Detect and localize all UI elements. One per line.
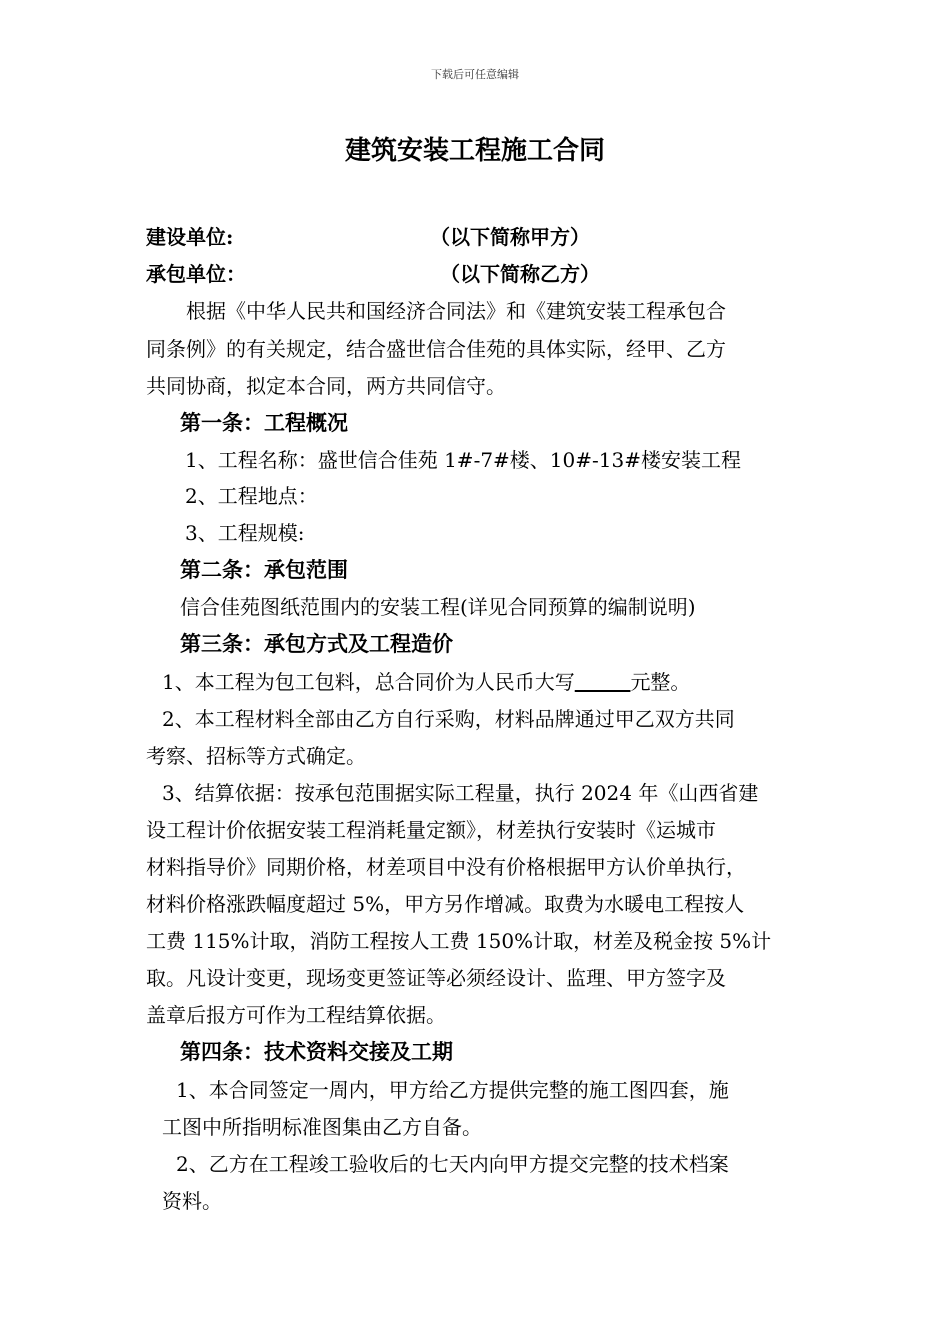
article-3-item-1 (162, 670, 690, 694)
preamble-line: 同条例》的有关规定，结合盛世信合佳苑的具体实际，经甲、乙方 (146, 337, 726, 361)
article-2-heading: 第二条：承包范围 (180, 557, 348, 582)
article-4-item-2: 2、乙方在工程竣工验收后的七天内向甲方提交完整的技术档案 (176, 1152, 729, 1176)
contractor-label: 承包单位： (146, 262, 246, 286)
article-1-item: 3、工程规模: (185, 521, 305, 545)
owner-label: 建设单位: (146, 225, 234, 249)
item-1-suffix: 元整。 (630, 670, 691, 694)
article-1-heading: 第一条：工程概况 (180, 410, 348, 435)
article-1-item: 1、工程名称：盛世信合佳苑 1#-7#楼、10#-13#楼安装工程 (185, 448, 741, 472)
preamble-line: 共同协商，拟定本合同，两方共同信守。 (146, 374, 506, 398)
article-4-item-1: 工图中所指明标准图集由乙方自备。 (162, 1115, 482, 1139)
contractor-suffix: （以下简称乙方） (440, 262, 600, 286)
article-3-heading: 第三条：承包方式及工程造价 (180, 631, 453, 656)
amount-blank (575, 670, 631, 694)
article-3-item-2: 2、本工程材料全部由乙方自行采购，材料品牌通过甲乙双方共同 (162, 707, 735, 731)
owner-suffix: （以下简称甲方） (430, 225, 590, 249)
header-note: 下载后可任意编辑 (431, 68, 519, 81)
article-3-item-3: 取。凡设计变更，现场变更签证等必须经设计、监理、甲方签字及 (146, 966, 726, 990)
article-4-item-2: 资料。 (162, 1189, 222, 1213)
article-3-item-3: 工费 115%计取，消防工程按人工费 150%计取，材差及税金按 5%计 (146, 929, 772, 953)
article-3-item-3: 盖章后报方可作为工程结算依据。 (146, 1003, 446, 1027)
article-3-item-3: 3、结算依据：按承包范围据实际工程量，执行 2024 年《山西省建 (162, 781, 759, 805)
preamble-line: 根据《中华人民共和国经济合同法》和《建筑安装工程承包合 (186, 299, 726, 323)
document-title: 建筑安装工程施工合同 (344, 136, 605, 166)
article-3-item-2: 考察、招标等方式确定。 (146, 744, 366, 768)
item-1-text: 1、本工程为包工包料，总合同价为人民币大写 (162, 670, 575, 694)
article-4-item-1: 1、本合同签定一周内，甲方给乙方提供完整的施工图四套，施 (176, 1078, 729, 1102)
article-3-item-3: 材料价格涨跌幅度超过 5%，甲方另作增减。取费为水暖电工程按人 (146, 892, 745, 916)
article-3-item-3: 材料指导价》同期价格，材差项目中没有价格根据甲方认价单执行， (146, 855, 746, 879)
article-4-heading: 第四条：技术资料交接及工期 (180, 1039, 453, 1064)
article-2-text: 信合佳苑图纸范围内的安装工程(详见合同预算的编制说明) (180, 595, 696, 619)
article-3-item-3: 设工程计价依据安装工程消耗量定额》，材差执行安装时《运城市 (146, 818, 716, 842)
article-1-item: 2、工程地点： (185, 484, 318, 508)
